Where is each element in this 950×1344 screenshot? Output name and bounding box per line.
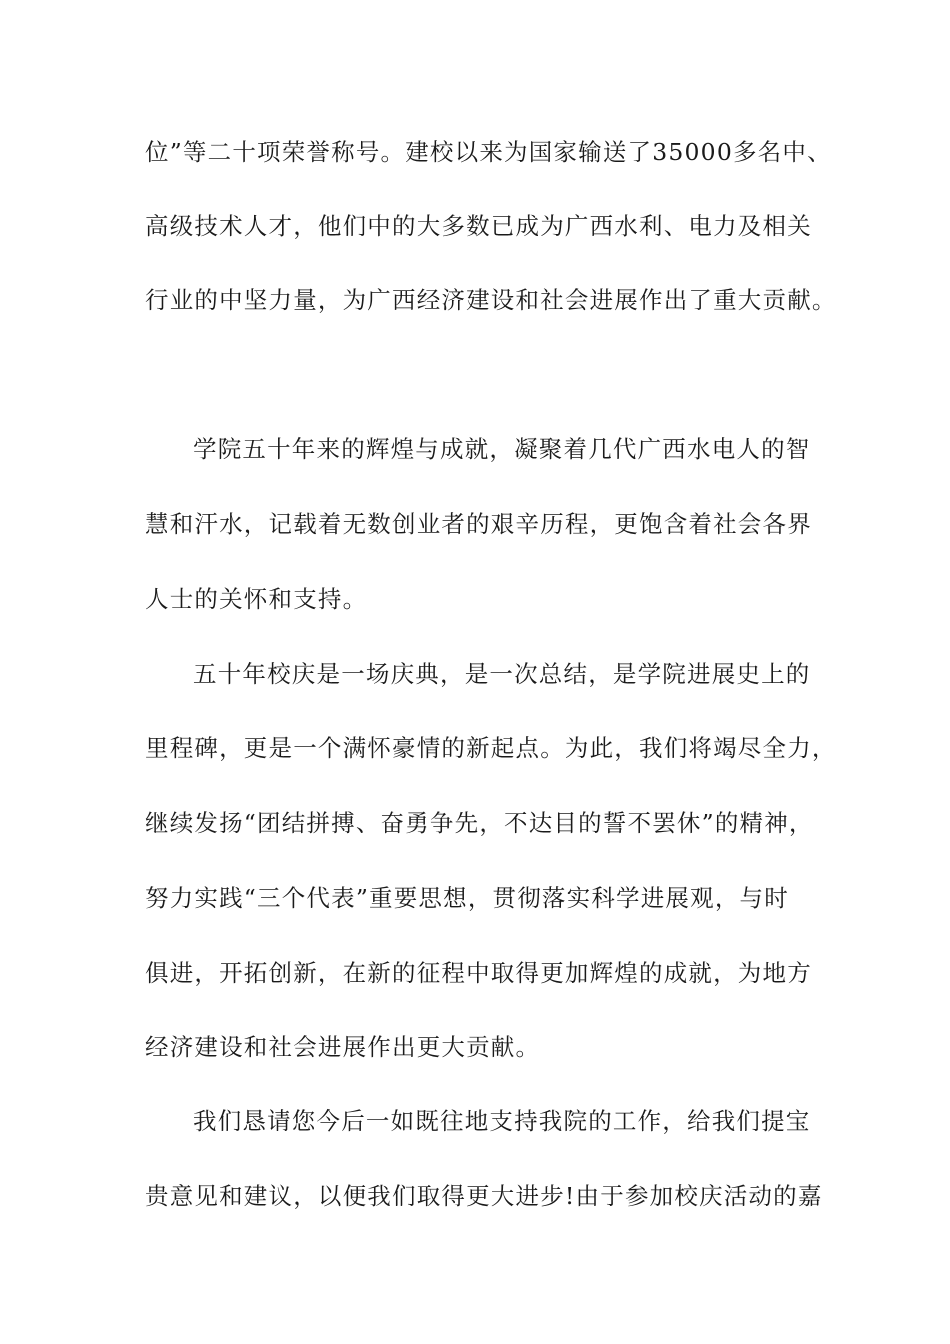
paragraph-4-line-2: 贵意见和建议，以便我们取得更大进步!由于参加校庆活动的嘉 (145, 1182, 823, 1210)
paragraph-3-line-1: 五十年校庆是一场庆典，是一次总结，是学院进展史上的 (193, 660, 811, 688)
paragraph-3-line-3: 继续发扬“团结拼搏、奋勇争先，不达目的誓不罢休”的精神， (145, 809, 814, 837)
paragraph-3-line-2: 里程碑，更是一个满怀豪情的新起点。为此，我们将竭尽全力， (145, 734, 837, 762)
paragraph-1-line-3: 行业的中坚力量，为广西经济建设和社会进展作出了重大贡献。 (145, 286, 837, 314)
paragraph-3-line-5: 俱进，开拓创新，在新的征程中取得更加辉煌的成就，为地方 (145, 959, 812, 987)
paragraph-1-line-1: 位”等二十项荣誉称号。建校以来为国家输送了35000多名中、 (145, 138, 832, 166)
paragraph-1-line-2: 高级技术人才，他们中的大多数已成为广西水利、电力及相关 (145, 212, 812, 240)
paragraph-3-line-6: 经济建设和社会进展作出更大贡献。 (145, 1033, 541, 1061)
paragraph-2-line-2: 慧和汗水，记载着无数创业者的艰辛历程，更饱含着社会各界 (145, 510, 812, 538)
paragraph-2-line-3: 人士的关怀和支持。 (145, 585, 368, 613)
paragraph-2-line-1: 学院五十年来的辉煌与成就，凝聚着几代广西水电人的智 (193, 435, 811, 463)
paragraph-3-line-4: 努力实践“三个代表”重要思想，贯彻落实科学进展观，与时 (145, 884, 789, 912)
paragraph-4-line-1: 我们恳请您今后一如既往地支持我院的工作，给我们提宝 (193, 1107, 811, 1135)
